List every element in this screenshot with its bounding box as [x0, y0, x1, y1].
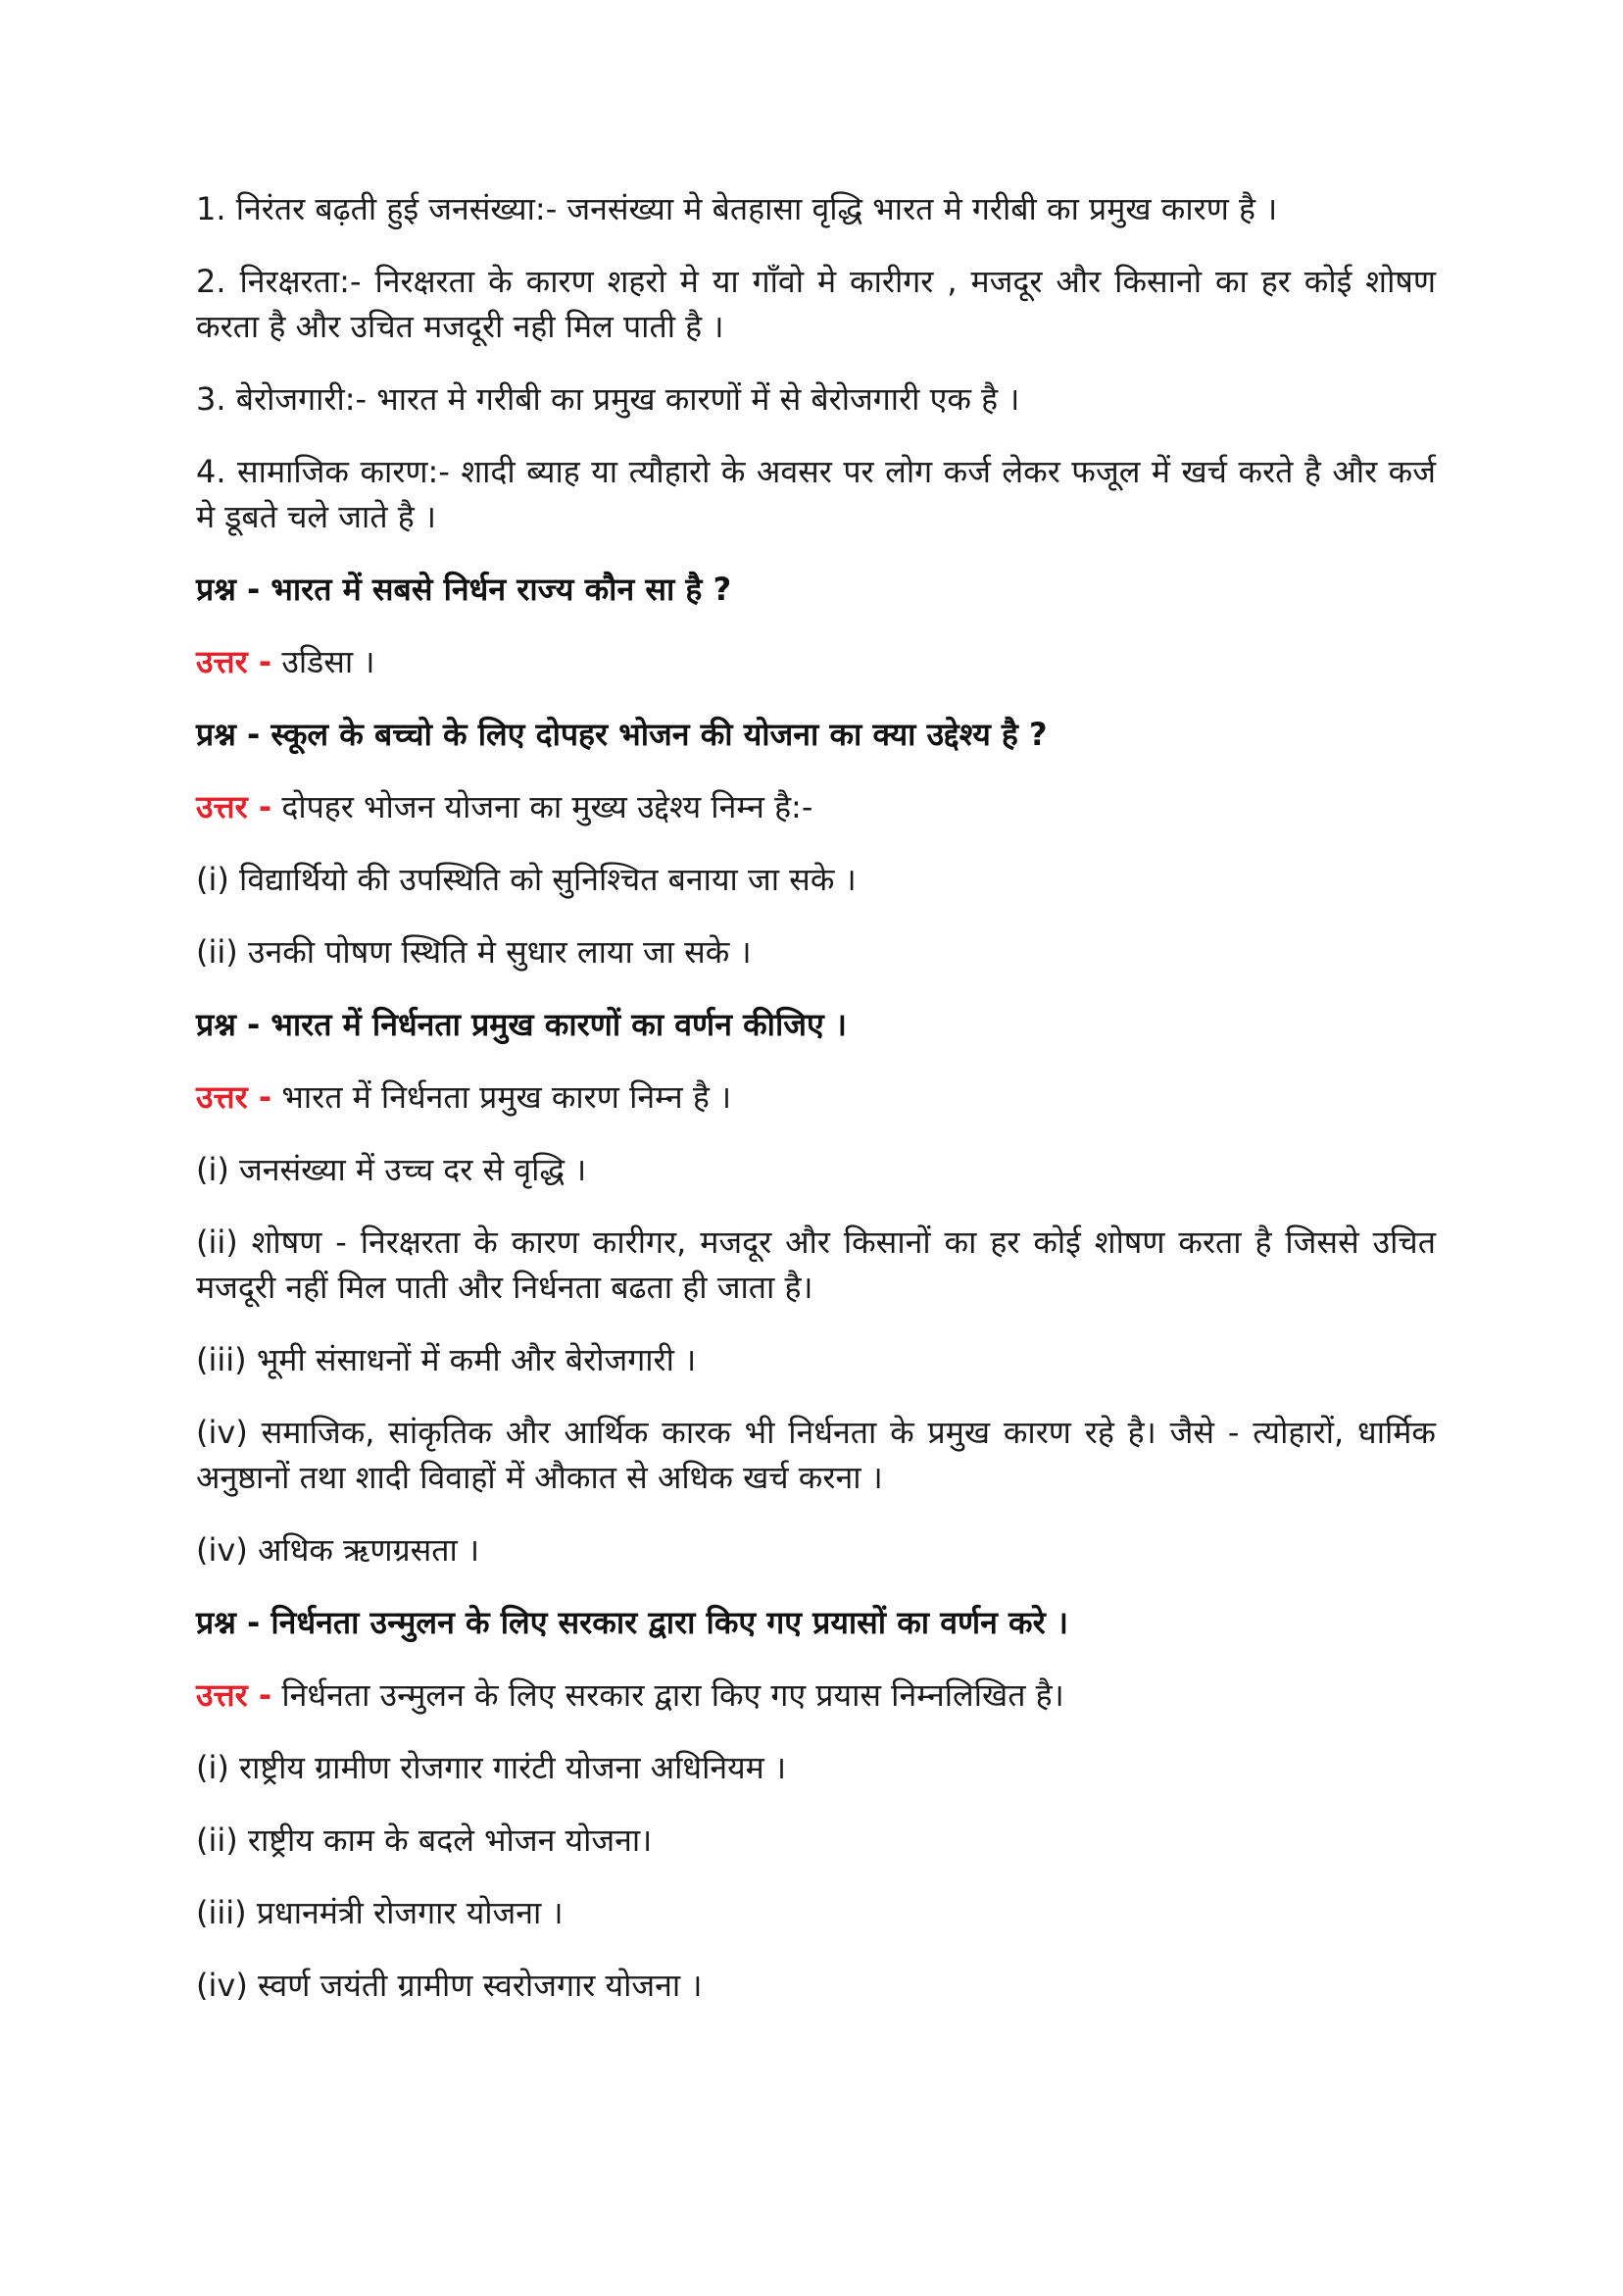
cause-item: 2. निरक्षरता:- निरक्षरता के कारण शहरो मे या गाँवो मे कारीगर , मजदूर और किसानो का हर कोई शोषण करता है और उचित मजदूरी नही मिल पाती है ।	[196, 263, 1436, 345]
answer	[196, 1672, 1436, 1718]
list-item: (iv) स्वर्ण जयंती ग्रामीण स्वरोजगार योजना ।	[196, 1967, 703, 2004]
list-item: (ii) उनकी पोषण स्थिति मे सुधार लाया जा सके ।	[196, 933, 752, 971]
answer-label: उत्तर -	[196, 1078, 272, 1116]
answer-label: उत्तर -	[196, 788, 272, 825]
answer-label: उत्तर -	[196, 643, 272, 680]
list-item: (i) राष्ट्रीय ग्रामीण रोजगार गारंटी योजना अधिनियम ।	[196, 1749, 787, 1786]
answer-text: भारत में निर्धनता प्रमुख कारण निम्न है ।	[281, 1078, 732, 1116]
cause-item: 3. बेरोजगारी:- भारत मे गरीबी का प्रमुख कारणों में से बेरोजगारी एक है ।	[196, 380, 1020, 418]
question: प्रश्न - भारत में निर्धनता प्रमुख कारणों का वर्णन कीजिए ।	[196, 1006, 847, 1043]
answer-text: दोपहर भोजन योजना का मुख्य उद्देश्य निम्न है:-	[281, 788, 813, 825]
list-item: (iii) भूमी संसाधनों में कमी और बेरोजगारी ।	[196, 1341, 697, 1378]
list-item: (iv) अधिक ऋणग्रसता ।	[196, 1531, 480, 1569]
answer-text: उडिसा ।	[281, 643, 375, 680]
list-item: (iv) समाजिक, सांकृतिक और आर्थिक कारक भी निर्धनता के प्रमुख कारण रहे है। जैसे - त्योहारों, धार्मिक अनुष्ठानों तथा शादी विवाहों में औकात से अधिक खर्च करना ।	[196, 1414, 1436, 1496]
question: प्रश्न - स्कूल के बच्चो के लिए दोपहर भोजन की योजना का क्या उद्देश्य है ?	[196, 716, 1048, 753]
question: प्रश्न - भारत में सबसे निर्धन राज्य कौन सा है ?	[196, 571, 732, 608]
answer-text: निर्धनता उन्मुलन के लिए सरकार द्वारा किए गए प्रयास निम्नलिखित है।	[281, 1676, 1064, 1714]
list-item: (i) विद्यार्थियो की उपस्थिति को सुनिश्चित बनाया जा सके ।	[196, 861, 857, 898]
answer	[196, 1074, 1436, 1120]
document-body	[196, 186, 1436, 2035]
list-item: (ii) शोषण - निरक्षरता के कारण कारीगर, मजदूर और किसानों का हर कोई शोषण करता है जिससे उचित मजदूरी नहीं मिल पाती और निर्धनता बढता ही जाता है।	[196, 1223, 1436, 1306]
list-item: (iii) प्रधानमंत्री रोजगार योजना ।	[196, 1894, 564, 1931]
cause-item: 1. निरंतर बढ़ती हुई जनसंख्या:- जनसंख्या मे बेतहासा वृद्धि भारत मे गरीबी का प्रमुख कारण है ।	[196, 190, 1278, 227]
answer	[196, 639, 1436, 684]
list-item: (i) जनसंख्या में उच्च दर से वृद्धि ।	[196, 1151, 587, 1188]
cause-item: 4. सामाजिक कारण:- शादी ब्याह या त्यौहारो के अवसर पर लोग कर्ज लेकर फजूल में खर्च करते है और कर्ज मे डूबते चले जाते है ।	[196, 453, 1436, 535]
answer	[196, 784, 1436, 829]
question: प्रश्न - निर्धनता उन्मुलन के लिए सरकार द्वारा किए गए प्रयासों का वर्णन करे ।	[196, 1604, 1068, 1641]
answer-label: उत्तर -	[196, 1676, 272, 1714]
list-item: (ii) राष्ट्रीय काम के बदले भोजन योजना।	[196, 1822, 653, 1859]
